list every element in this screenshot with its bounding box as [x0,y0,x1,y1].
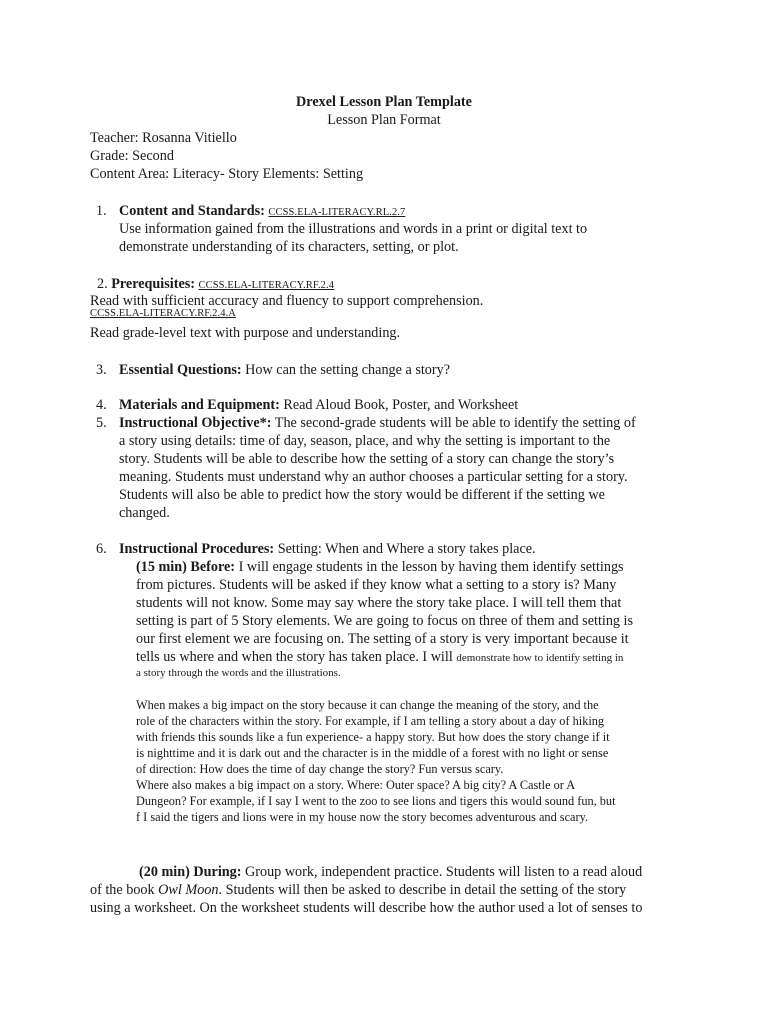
book-title: Owl Moon [158,882,219,898]
section-6-line [119,540,536,558]
section-3-label: Essential Questions: [119,362,242,378]
section-6-text: Setting: When and Where a story takes place. [277,541,536,557]
para-line: is nighttime and it is dark out and the character is in the middle of a forest with no light or sense [136,746,609,760]
section-5-text: The second-grade students will be able to identify the setting of [274,415,636,431]
section-6-number: 6. [96,541,107,557]
before-text-part: tells us where and when the story has taken place. I will [136,649,453,665]
before-text: I will engage students in the lesson by having them identify settings [238,559,624,575]
section-1-text-line: Use information gained from the illustrations and words in a print or digital text to [119,221,588,237]
section-4-line [119,396,518,414]
during-text-line [90,881,626,899]
section-5-text-line: meaning. Students must understand why an author chooses a particular setting for a story. [119,469,628,485]
document-subtitle: Lesson Plan Format [327,112,441,128]
section-1-label: Content and Standards: [119,203,265,219]
section-2-number: 2. [97,276,108,292]
before-text-line: our first element we are focusing on. The setting of a story is very important because it [136,631,629,647]
section-5-line [119,414,636,432]
before-text-small: demonstrate how to identify setting in [456,652,624,664]
section-4-text: Read Aloud Book, Poster, and Worksheet [283,397,519,413]
before-text-line: a story through the words and the illustrations. [136,667,341,679]
section-3-text: How can the setting change a story? [245,362,451,378]
section-2-text-1: Read with sufficient accuracy and fluency to support comprehension. [90,293,484,309]
before-label: (15 min) Before: [136,559,236,575]
para-line: with friends this sounds like a fun experience- a happy story. But how does the story change if it [136,730,610,744]
para-line: f I said the tigers and lions were in my house now the story becomes adventurous and scary. [136,810,589,824]
para-line: Dungeon? For example, if I say I went to the zoo to see lions and tigers this would sound fun, but [136,794,616,808]
section-2-text-2: Read grade-level text with purpose and understanding. [90,325,401,341]
section-4-label: Materials and Equipment: [119,397,280,413]
para-line: When makes a big impact on the story because it can change the meaning of the story, and the [136,698,599,712]
section-1-heading [119,202,405,222]
section-1-text-line: demonstrate understanding of its characters, setting, or plot. [119,239,459,255]
section-5-text-line: a story using details: time of day, season, place, and why the setting is important to the [119,433,611,449]
teacher-line: Teacher: Rosanna Vitiello [90,130,237,146]
before-text-line: setting is part of 5 Story elements. We are going to focus on three of them and setting is [136,613,634,629]
standard-link-rl27[interactable]: CCSS.ELA-LITERACY.RL.2.7 [268,207,406,218]
document-title: Drexel Lesson Plan Template [296,94,472,110]
before-text-line: from pictures. Students will be asked if they know what a setting to a story is? Many [136,577,617,593]
standard-link-rf24[interactable]: CCSS.ELA-LITERACY.RF.2.4 [198,280,335,291]
during-line [139,863,642,881]
before-line [136,558,624,576]
content-area-line: Content Area: Literacy- Story Elements: Setting [90,166,364,182]
section-3-number: 3. [96,362,107,378]
standard-link-rf24a[interactable]: CCSS.ELA-LITERACY.RF.2.4.A [90,308,236,319]
section-4-number: 4. [96,397,107,413]
before-text-line: students will not know. Some may say where the story take place. I will tell them that [136,595,622,611]
during-text-part: of the book [90,882,155,898]
section-5-text-line: Students will also be able to predict how the story would be different if the setting we [119,487,605,503]
section-6-label: Instructional Procedures: [119,541,275,557]
section-5-number: 5. [96,415,107,431]
section-5-text-line: story. Students will be able to describe how the setting of a story can change the story’s [119,451,615,467]
grade-line: Grade: Second [90,148,174,164]
para-line: role of the characters within the story. For example, if I am telling a story about a day of hiking [136,714,605,728]
section-2-label: Prerequisites: [111,276,195,292]
during-text: Group work, independent practice. Students will listen to a read aloud [245,864,643,880]
section-5-label: Instructional Objective*: [119,415,272,431]
para-line: Where also makes a big impact on a story. Where: Outer space? A big city? A Castle or A [136,778,576,792]
during-text-line: using a worksheet. On the worksheet students will describe how the author used a lot of senses to [90,900,643,916]
section-3-line [119,361,450,379]
section-5-text-line: changed. [119,505,170,521]
section-1-number: 1. [96,203,107,219]
during-label: (20 min) During: [139,864,242,880]
during-text-part: . Students will then be asked to describe in detail the setting of the story [218,882,627,898]
para-line: of direction: How does the time of day change the story? Fun versus scary. [136,762,504,776]
